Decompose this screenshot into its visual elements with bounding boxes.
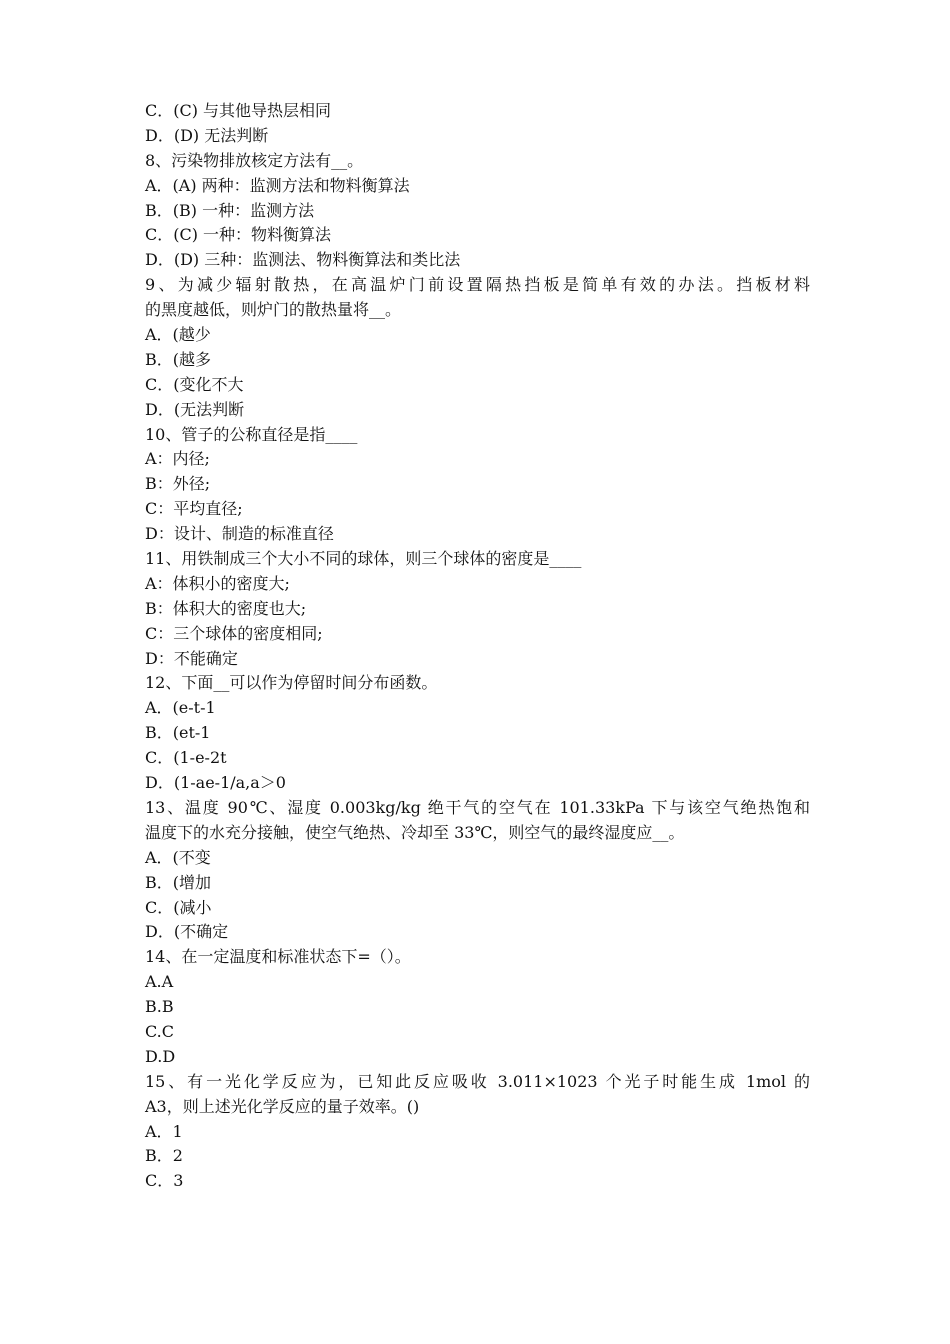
text-line: A3，则上述光化学反应的量子效率。(): [145, 1096, 420, 1116]
text-line: D．(不确定: [145, 922, 229, 942]
text-line: A．(A) 两种：监测方法和物料衡算法: [145, 175, 410, 195]
text-line: D：不能确定: [145, 648, 238, 668]
text-line: B．(et-1: [145, 723, 211, 743]
text-line: C：平均直径;: [145, 499, 243, 519]
text-line: D.D: [145, 1046, 176, 1066]
text-line: C：三个球体的密度相同;: [145, 623, 323, 643]
text-line: C．(C) 与其他导热层相同: [145, 101, 332, 120]
text-line: A．1: [145, 1121, 183, 1141]
text-line: D．(1-ae-1/a,a＞0: [145, 773, 286, 793]
document-page: [145, 99, 810, 1194]
text-line: A．(越少: [145, 325, 211, 345]
text-line: C.C: [145, 1021, 174, 1041]
text-line: 11、用铁制成三个大小不同的球体，则三个球体的密度是____: [145, 549, 582, 569]
text-line: 13、温度 90℃、湿度 0.003kg/kg 绝干气的空气在 101.33kPa 下与该空气绝热饱和: [145, 797, 810, 817]
text-line: C．(变化不大: [145, 374, 244, 394]
text-line: B.B: [145, 997, 174, 1017]
text-line: 15、有一光化学反应为，已知此反应吸收 3.011×1023 个光子时能生成 1mol 的: [145, 1071, 810, 1091]
text-line: A：体积小的密度大;: [145, 573, 290, 593]
text-line: C．(1-e-2t: [145, 748, 227, 768]
text-line: 14、在一定温度和标准状态下=（）。: [145, 947, 411, 967]
text-line: C．(C) 一种：物料衡算法: [145, 225, 332, 245]
text-line: D．(D) 三种：监测法、物料衡算法和类比法: [145, 250, 461, 270]
text-line: D．(无法判断: [145, 399, 245, 419]
text-line: 的黑度越低，则炉门的散热量将__。: [145, 300, 402, 320]
text-line: 12、下面__可以作为停留时间分布函数。: [145, 673, 438, 693]
text-line: B．(越多: [145, 349, 212, 369]
text-line: C．3: [145, 1171, 184, 1191]
text-line: A：内径;: [145, 449, 210, 469]
text-line: B：体积大的密度也大;: [145, 598, 307, 618]
text-line: 10、管子的公称直径是指____: [145, 424, 358, 444]
text-line: B．(增加: [145, 872, 212, 892]
text-line: B．2: [145, 1146, 183, 1166]
text-line: A．(e-t-1: [145, 698, 216, 718]
text-line: C．(减小: [145, 897, 212, 917]
text-line: D．(D) 无法判断: [145, 125, 269, 145]
text-line: B．(B) 一种：监测方法: [145, 200, 315, 220]
text-line: B：外径;: [145, 474, 211, 494]
text-line: A．(不变: [145, 847, 211, 867]
text-line: A.A: [145, 972, 174, 992]
text-line: 9、为减少辐射散热，在高温炉门前设置隔热挡板是简单有效的办法。挡板材料: [145, 275, 810, 295]
text-line: 8、污染物排放核定方法有__。: [145, 150, 364, 170]
text-line: D：设计、制造的标准直径: [145, 524, 334, 544]
text-line: 温度下的水充分接触，使空气绝热、冷却至 33℃，则空气的最终湿度应__。: [145, 822, 685, 842]
